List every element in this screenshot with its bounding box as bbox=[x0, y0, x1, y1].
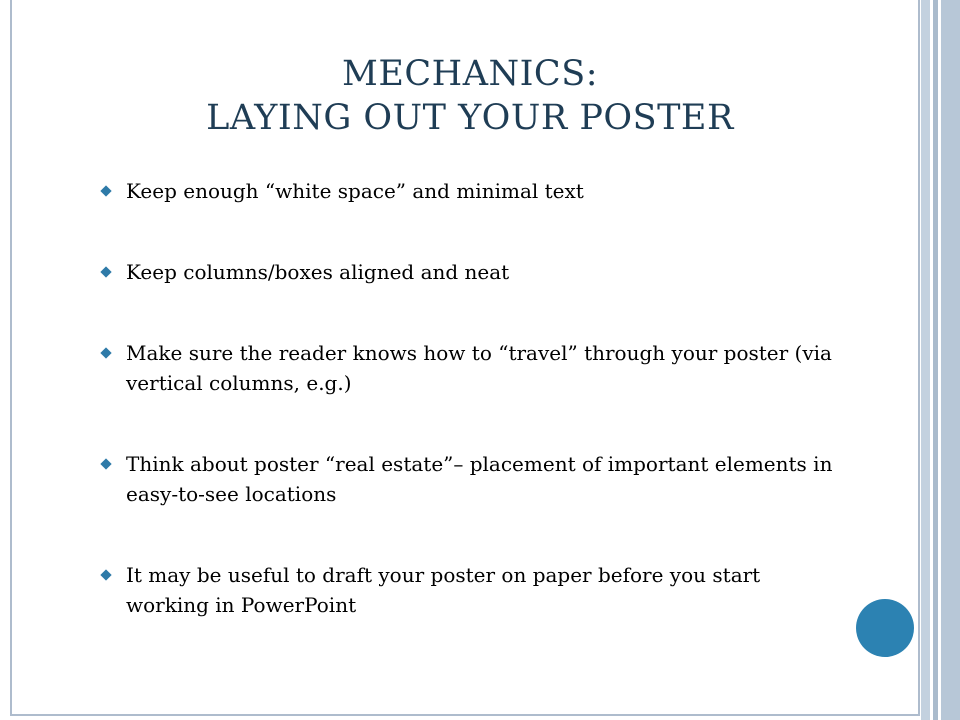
bullet-text: Think about poster “real estate”– placement of important elements in easy-to-see locations bbox=[126, 452, 833, 506]
bullet-item bbox=[100, 449, 840, 509]
decorative-circle-icon bbox=[856, 599, 914, 657]
diamond-bullet-icon bbox=[100, 185, 111, 196]
diamond-bullet-icon bbox=[100, 458, 111, 469]
bullet-item bbox=[100, 338, 840, 398]
bullet-text: Keep columns/boxes aligned and neat bbox=[126, 260, 510, 284]
diamond-bullet-icon bbox=[100, 347, 111, 358]
diamond-bullet-icon bbox=[100, 266, 111, 277]
bullet-text: It may be useful to draft your poster on paper before you start working in PowerPoint bbox=[126, 563, 761, 617]
title-line-1: MECHANICS: bbox=[342, 54, 598, 94]
title-line-2: LAYING OUT YOUR POSTER bbox=[206, 98, 734, 138]
bullet-item bbox=[100, 560, 840, 620]
decorative-stripe bbox=[921, 0, 930, 720]
diamond-bullet-icon bbox=[100, 569, 111, 580]
bullet-list bbox=[100, 176, 840, 620]
bullet-text: Make sure the reader knows how to “travel” through your poster (via vertical columns, e.g.) bbox=[126, 341, 832, 395]
bullet-text: Keep enough “white space” and minimal text bbox=[126, 179, 584, 203]
decorative-stripe bbox=[941, 0, 960, 720]
bullet-item bbox=[100, 176, 840, 206]
bullet-item bbox=[100, 257, 840, 287]
slide-title bbox=[100, 52, 840, 140]
